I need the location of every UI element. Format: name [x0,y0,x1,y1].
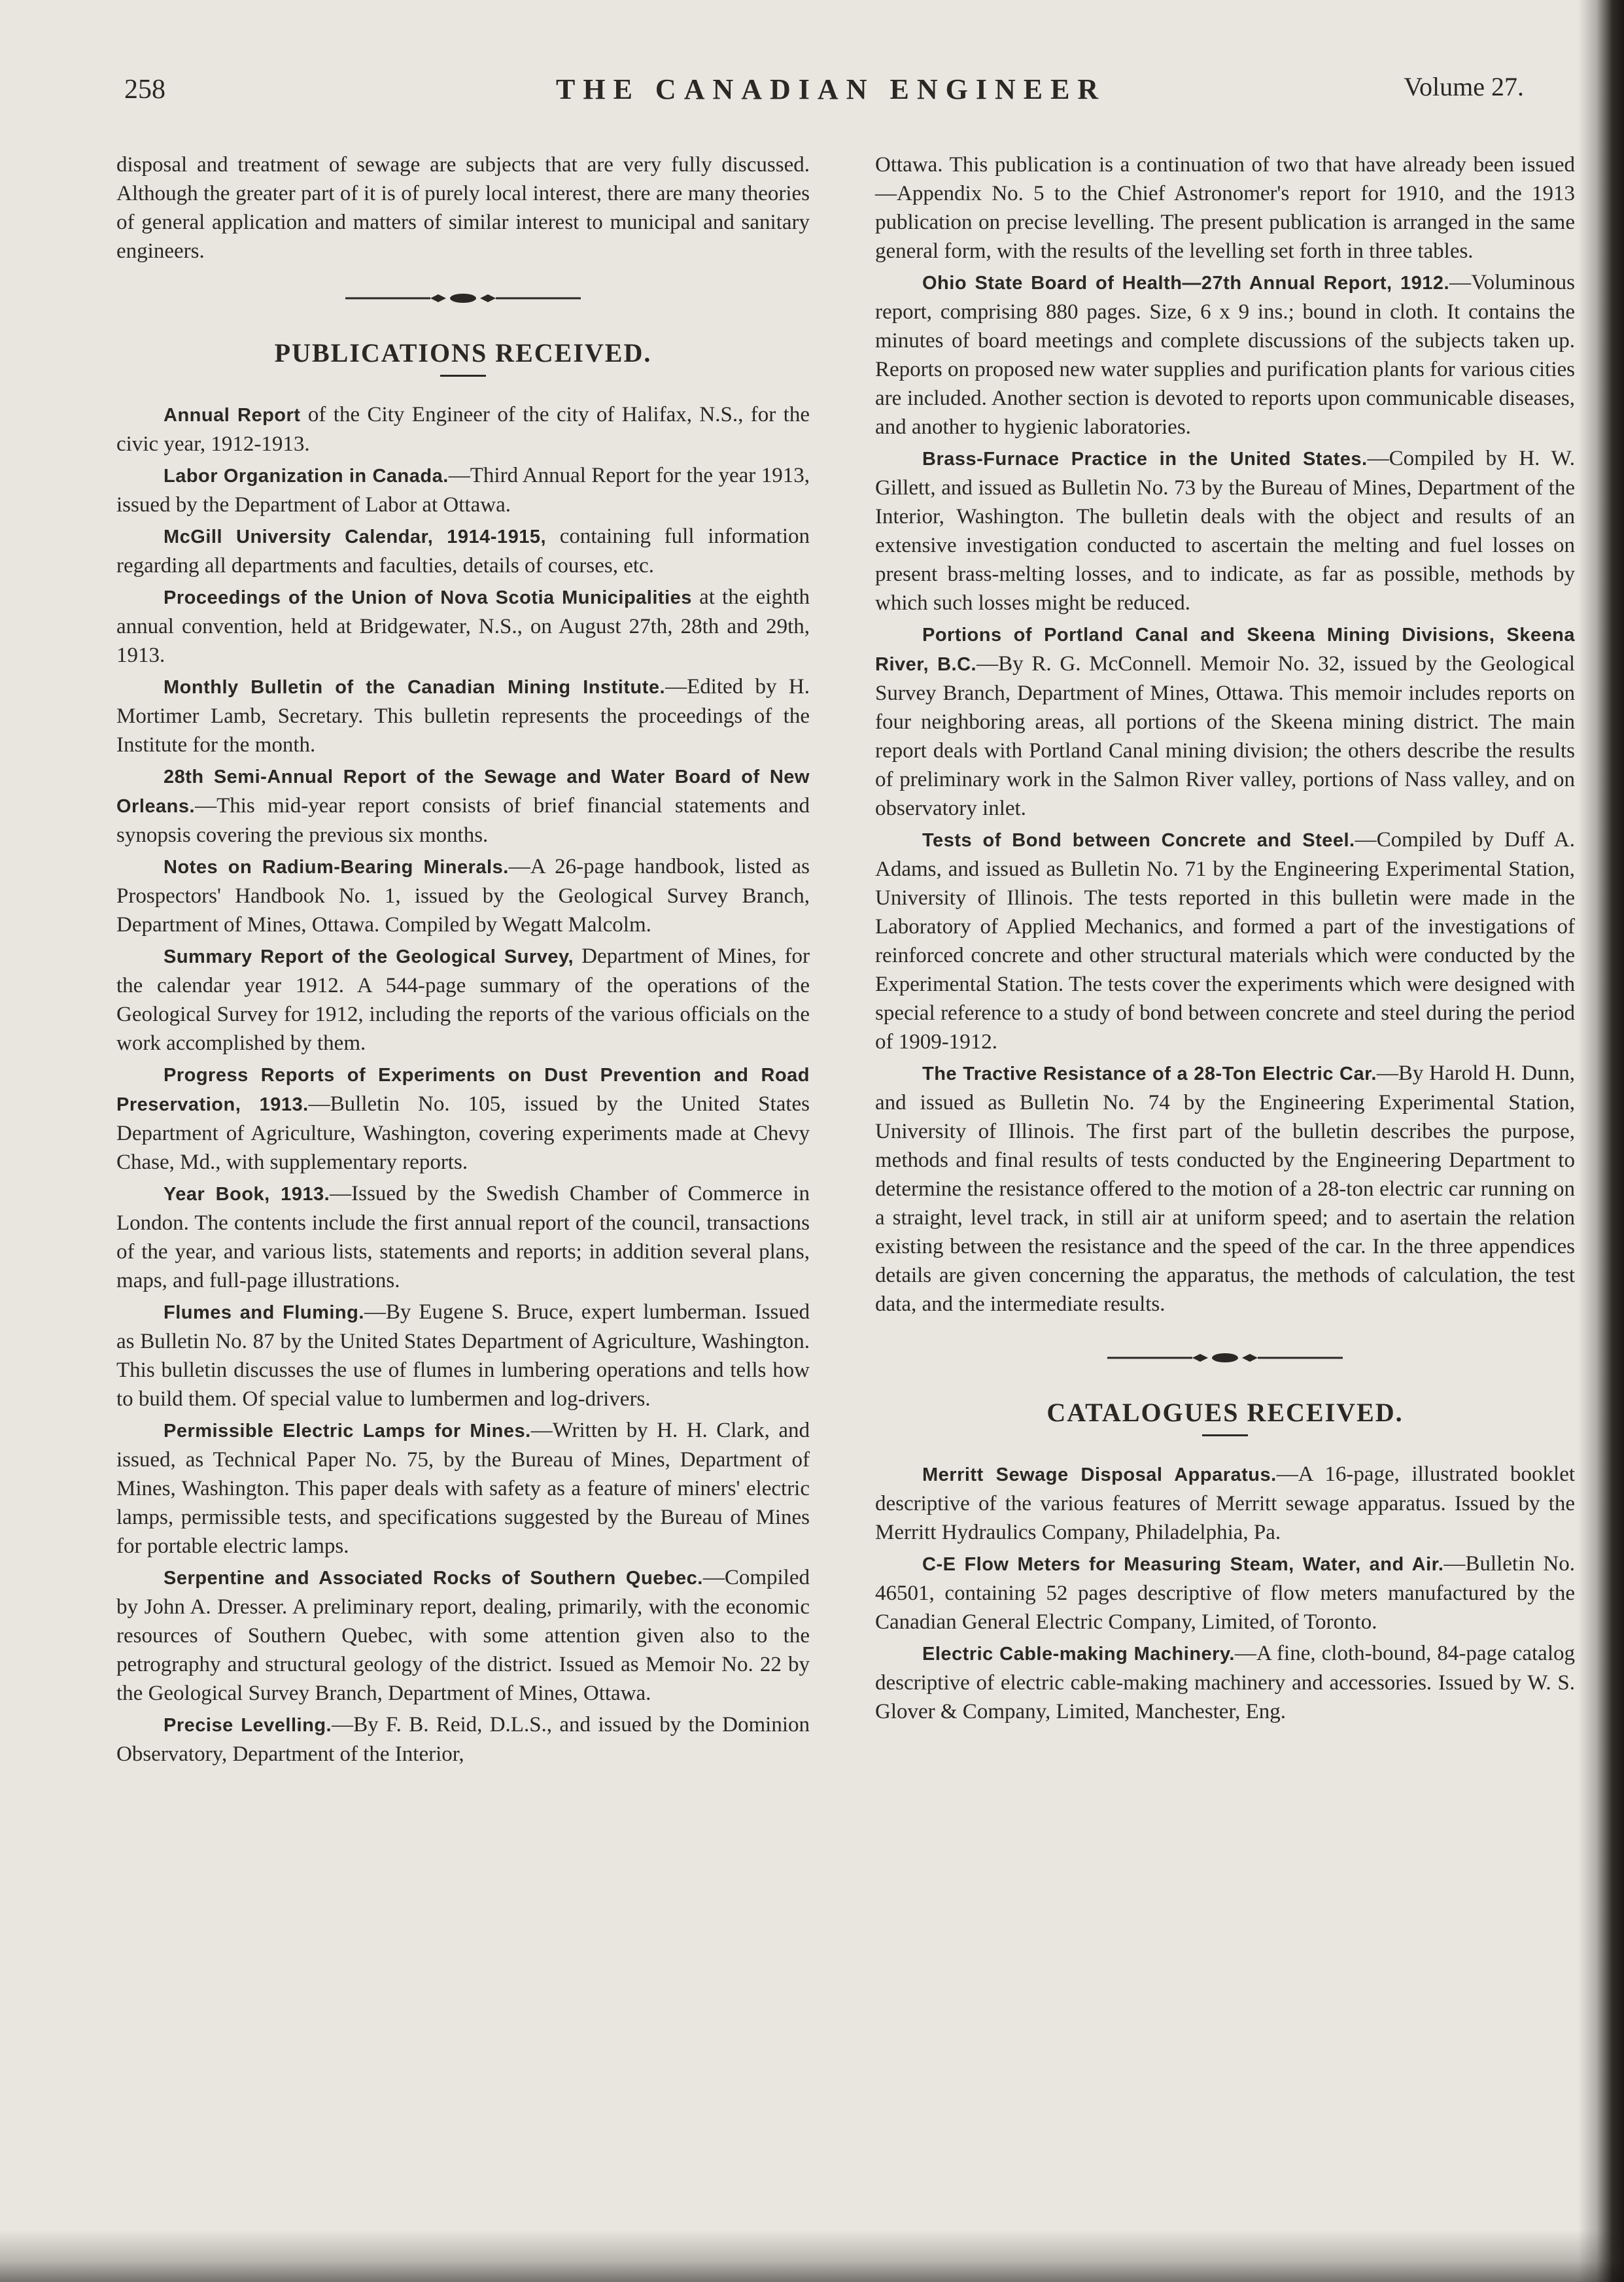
entry-title: Summary Report of the Geological Survey, [164,946,574,967]
heading-rule [440,375,486,377]
entry-body: —Compiled by Duff A. Adams, and issued as Bulletin No. 71 by the Engineering Experimental Station, University of Illinois. The tests reported in this bulletin were made in the Laboratory of Applied Mechanics, and formed a part of the investigations of reinforced concrete and other structural materials which were conducted by the Experimental Station. The tests cover the experiments which were designed with special reference to a study of bond between concrete and steel during the period of 1909-1912. [875,828,1575,1054]
entry-body: —Bulletin No. 46501, containing 52 pages descriptive of flow meters manufactured by the Canadian General Electric Company, Limited, of Toronto. [875,1552,1575,1634]
list-item [116,1563,810,1708]
page-bottom-shadow [0,2230,1624,2282]
page-edge-shadow [1578,0,1624,2282]
entry-title: Serpentine and Associated Rocks of Southern Quebec. [164,1568,703,1589]
entry-body: —A 26-page handbook, listed as Prospectors' Handbook No. 1, issued by the Geological Survey Branch, Department of Mines, Ottawa. Compiled by Wegatt Malcolm. [116,855,810,937]
entry-body: —Bulletin No. 105, issued by the United States Department of Agriculture, Washington, covering experiments made at Chevy Chase, Md., with supplementary reports. [116,1092,810,1174]
catalogues-heading: CATALOGUES RECEIVED. [1046,1398,1404,1427]
entry-body: —Third Annual Report for the year 1913, issued by the Department of Labor at Ottawa. [116,464,810,517]
entry-body: —By Harold H. Dunn, and issued as Bulletin No. 74 by the Engineering Experimental Station, University of Illinois. The first part of the bulletin describes the purpose, methods and final results of tests conducted by the Engineering Department to determine the resistance offered to the motion of a 28-ton electric car running on a straight, level track, in still air at uniform speed; and to asertain the relation existing between the resistance and the speed of the car. In the three appendices details are given concerning the apparatus, the methods of calculation, the test data, and the intermediate results. [875,1062,1575,1316]
entry-body: —By R. G. McConnell. Memoir No. 32, issued by the Geological Survey Branch, Department of Mines, Ottawa. This memoir includes reports on four neighboring areas, all portions of the Skeena mining district. The main report deals with Portland Canal mining division; the others describe the results of preliminary work in the Salmon River valley, portions of Nass valley, and on observatory inlet. [875,652,1576,820]
entry-body: —Voluminous report, comprising 880 pages. Size, 6 x 9 ins.; bound in cloth. It contains the minutes of board meetings and complete discussions of the subjects taken up. Reports on proposed new water supplies and purification plants for various cities are included. Another section is devoted to reports upon communicable diseases, and another to hygienic laboratories. [875,271,1575,439]
entry-body: of the City Engineer of the city of Halifax, N.S., for the civic year, 1912-1913. [116,403,810,456]
list-item [116,1416,810,1561]
list-item [116,762,810,850]
entry-body: —Compiled by John A. Dresser. A preliminary report, dealing, primarily, with the economic resources of Southern Quebec, with some attention given also to the petrography and structural geology of the district. Issued as Memoir No. 22 by the Geological Survey Branch, Department of Mines, Ottawa. [116,1566,810,1705]
entry-title: Notes on Radium-Bearing Minerals. [164,857,509,878]
entry-title: Merritt Sewage Disposal Apparatus. [922,1464,1277,1485]
list-item [116,942,810,1058]
entry-title: Electric Cable-making Machinery. [922,1644,1235,1665]
left-column [116,150,810,1771]
entry-title: The Tractive Resistance of a 28-Ton Electric Car. [922,1063,1377,1084]
entry-title: 28th Semi-Annual Report of the Sewage and Water Board of New Orleans. [116,767,810,817]
publications-heading: PUBLICATIONS RECEIVED. [274,338,652,368]
list-item [875,444,1575,617]
entry-body: —Written by H. H. Clark, and issued, as Technical Paper No. 75, by the Bureau of Mines, Department of Mines, Washington. This paper deals with safety as a feature of miners' electric lamps, permissible tests, and specifications suggested by the Bureau of Mines for portable electric lamps. [116,1419,810,1558]
entry-body: —A fine, cloth-bound, 84-page catalog descriptive of electric cable-making machinery and accessories. Issued by W. S. Glover & Company, Limited, Manchester, Eng. [875,1642,1575,1723]
list-item [116,672,810,759]
list-item [875,1639,1575,1726]
ornament-divider [116,285,810,324]
continuation-paragraph: Ottawa. This publication is a continuation of two that have already been issued—Appendix No. 5 to the Chief Astronomer's report for 1910, and the 1913 publication on precise levelling. The present publication is arranged in the same general form, with the results of the levelling set forth in three tables. [875,153,1575,263]
entry-body: —This mid-year report consists of brief financial statements and synopsis covering the previous six months. [116,794,810,847]
page-number: 258 [124,75,165,105]
entry-body: —By F. B. Reid, D.L.S., and issued by the Dominion Observatory, Department of the Interior, [116,1713,810,1766]
entry-body: —A 16-page, illustrated booklet descriptive of the various features of Merritt sewage apparatus. Issued by the Merritt Hydraulics Company, Philadelphia, Pa. [875,1462,1576,1544]
entry-title: Labor Organization in Canada. [164,466,449,487]
catalogues-list [875,1460,1575,1726]
list-item [116,400,810,458]
entry-title: Brass-Furnace Practice in the United States. [922,449,1368,470]
entry-title: C-E Flow Meters for Measuring Steam, Water, and Air. [922,1554,1444,1575]
right-column [875,150,1575,1729]
list-item [875,1549,1575,1636]
list-item [116,522,810,580]
entry-title: Precise Levelling. [164,1715,332,1736]
entry-body: —By Eugene S. Bruce, expert lumberman. Issued as Bulletin No. 87 by the United States Department of Agriculture, Washington. This bulletin discusses the use of flumes in lumbering operations and tells how to build them. Of special value to lumbermen and log-drivers. [116,1300,810,1411]
entry-title: Portions of Portland Canal and Skeena Mining Divisions, Skeena River, B.C. [875,625,1575,675]
entry-body: at the eighth annual convention, held at Bridgewater, N.S., on August 27th, 28th and 29th, 1913. [116,585,810,667]
list-item [116,583,810,670]
entry-title: Proceedings of the Union of Nova Scotia Municipalities [164,587,692,608]
entry-title: Progress Reports of Experiments on Dust Prevention and Road Preservation, 1913. [116,1065,810,1115]
publications-list-continued [875,268,1575,1319]
running-title: THE CANADIAN ENGINEER [556,73,1107,105]
ornament-divider-icon [1107,1351,1343,1364]
volume-label: Volume 27. [1404,72,1524,101]
list-item [116,1710,810,1769]
list-item [875,268,1575,441]
page-header [124,69,1544,114]
entry-body: —Edited by H. Mortimer Lamb, Secretary. This bulletin represents the proceedings of the Institute for the month. [116,675,810,757]
list-item [875,1059,1575,1319]
list-item [116,1298,810,1413]
publications-list [116,400,810,1769]
list-item [875,620,1575,823]
entry-body: —Issued by the Swedish Chamber of Commerce in London. The contents include the first annual report of the council, transactions of the year, and various lists, statements and reports; in addition several plans, maps, and full-page illustrations. [116,1182,810,1292]
entry-body: Department of Mines, for the calendar year 1912. A 544-page summary of the operations of the Geological Survey for 1912, including the reports of the various officials on the work accomplished by them. [116,944,810,1055]
entry-title: Annual Report [164,405,301,426]
list-item [116,852,810,939]
entry-title: Tests of Bond between Concrete and Steel. [922,830,1355,851]
entry-title: McGill University Calendar, 1914-1915, [164,527,547,547]
entry-title: Ohio State Board of Health—27th Annual Report, 1912. [922,273,1450,294]
entry-title: Flumes and Fluming. [164,1302,364,1323]
entry-body: —Compiled by H. W. Gillett, and issued as Bulletin No. 73 by the Bureau of Mines, Department of the Interior, Washington. The bulletin deals with the object and results of an extensive investigation conducted to ascertain the melting and fuel losses on present brass-melting losses, and to indicate, as far as possible, methods by which such losses might be reduced. [875,447,1575,615]
list-item [875,825,1575,1056]
ornament-divider-icon [345,292,581,305]
entry-title: Year Book, 1913. [164,1184,330,1205]
list-item [116,461,810,519]
list-item [116,1060,810,1177]
entry-title: Permissible Electric Lamps for Mines. [164,1421,531,1442]
ornament-divider [875,1345,1575,1384]
entry-title: Monthly Bulletin of the Canadian Mining Institute. [164,677,666,698]
heading-rule [1202,1434,1248,1436]
list-item [875,1460,1575,1547]
list-item [116,1179,810,1295]
entry-body: containing full information regarding all departments and faculties, details of courses, etc. [116,525,810,578]
intro-paragraph: disposal and treatment of sewage are subjects that are very fully discussed. Although the greater part of it is of purely local interest, there are many theories of general application and matters of similar interest to municipal and sanitary engineers. [116,153,810,263]
